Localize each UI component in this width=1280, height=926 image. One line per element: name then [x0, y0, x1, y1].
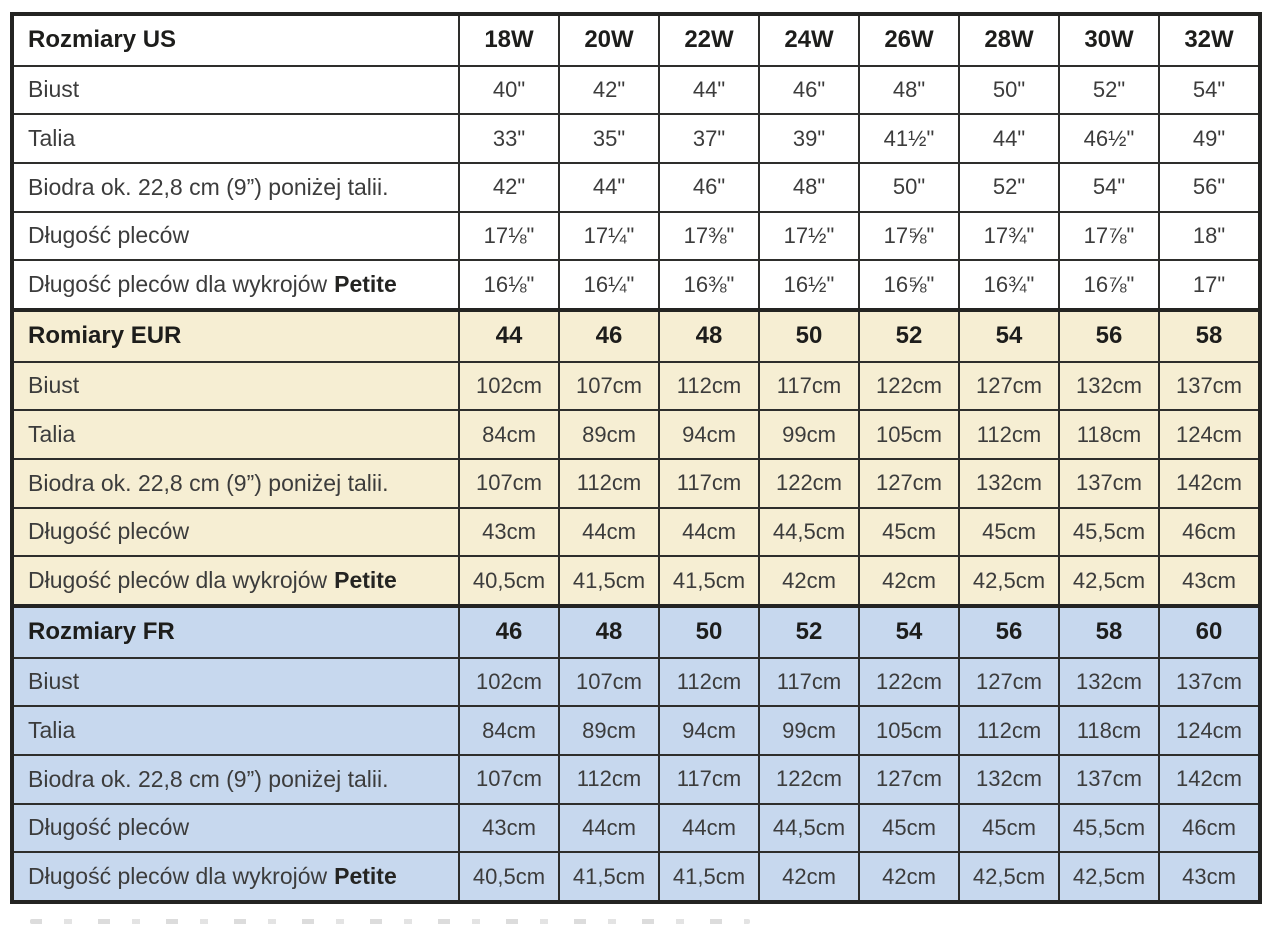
cell: 42" [458, 162, 558, 211]
cell: 44" [958, 113, 1058, 162]
cell: 132cm [1058, 361, 1158, 410]
cell: 46" [658, 162, 758, 211]
cell: 17⅝" [858, 211, 958, 260]
cell: 44cm [658, 803, 758, 852]
cell: 94cm [658, 409, 758, 458]
cell: 43cm [458, 507, 558, 556]
cell: 41,5cm [558, 851, 658, 900]
row-label [14, 754, 458, 803]
cell: 112cm [958, 409, 1058, 458]
cell: 137cm [1058, 754, 1158, 803]
cell: 122cm [758, 754, 858, 803]
row-label [14, 803, 458, 852]
column-header: 56 [958, 608, 1058, 657]
column-header: 46 [558, 312, 658, 361]
row-label-text: Biodra ok. 22,8 cm (9”) poniżej talii. [28, 469, 389, 496]
cell: 16⅝" [858, 259, 958, 308]
column-header: 52 [858, 312, 958, 361]
cell: 118cm [1058, 705, 1158, 754]
column-header: 50 [658, 608, 758, 657]
cell: 16⅞" [1058, 259, 1158, 308]
cell: 89cm [558, 705, 658, 754]
cell: 18" [1158, 211, 1258, 260]
cell: 16½" [758, 259, 858, 308]
cell: 48" [858, 65, 958, 114]
cell: 137cm [1158, 361, 1258, 410]
cell: 84cm [458, 705, 558, 754]
cell: 44cm [658, 507, 758, 556]
cell: 112cm [558, 458, 658, 507]
cell: 17⅞" [1058, 211, 1158, 260]
cell: 17¾" [958, 211, 1058, 260]
cell: 33" [458, 113, 558, 162]
cell: 45cm [858, 803, 958, 852]
cell: 42,5cm [1058, 851, 1158, 900]
cell: 35" [558, 113, 658, 162]
cell: 42cm [858, 851, 958, 900]
cell: 42" [558, 65, 658, 114]
cell: 17⅛" [458, 211, 558, 260]
row-label-text: Długość pleców [28, 518, 190, 545]
row-label-text: Talia [28, 717, 76, 744]
cell: 17⅜" [658, 211, 758, 260]
row-label-text: Biust [28, 76, 80, 103]
cell: 42,5cm [958, 851, 1058, 900]
row-label [14, 409, 458, 458]
row-label-text: Talia [28, 125, 76, 152]
cell: 132cm [958, 458, 1058, 507]
cell: 89cm [558, 409, 658, 458]
row-label-text: Długość pleców dla wykrojów [28, 863, 328, 890]
row-label [14, 361, 458, 410]
cell: 99cm [758, 409, 858, 458]
row-label-text: Długość pleców [28, 814, 190, 841]
cell: 37" [658, 113, 758, 162]
cell: 41½" [858, 113, 958, 162]
cell: 117cm [658, 754, 758, 803]
cell: 112cm [658, 657, 758, 706]
cell: 107cm [558, 657, 658, 706]
cell: 102cm [458, 657, 558, 706]
row-label-text: Biodra ok. 22,8 cm (9”) poniżej talii. [28, 765, 389, 792]
cell: 45cm [858, 507, 958, 556]
cell: 105cm [858, 409, 958, 458]
row-label-bold-text: Petite [334, 567, 397, 594]
cell: 45,5cm [1058, 507, 1158, 556]
size-chart-table [10, 12, 1262, 904]
cell: 132cm [958, 754, 1058, 803]
row-label [14, 555, 458, 604]
cell: 42cm [858, 555, 958, 604]
column-header: 58 [1158, 312, 1258, 361]
column-header: 50 [758, 312, 858, 361]
cell: 46" [758, 65, 858, 114]
cell: 99cm [758, 705, 858, 754]
row-label [14, 507, 458, 556]
row-label-text: Długość pleców dla wykrojów [28, 271, 328, 298]
row-label-text: Długość pleców [28, 222, 190, 249]
column-header: 48 [658, 312, 758, 361]
cell: 117cm [758, 361, 858, 410]
size-table-section-us [14, 16, 1258, 308]
row-label [14, 851, 458, 900]
column-header: 58 [1058, 608, 1158, 657]
column-header: 52 [758, 608, 858, 657]
cell: 43cm [1158, 851, 1258, 900]
cell: 118cm [1058, 409, 1158, 458]
cell: 127cm [958, 361, 1058, 410]
section-title: Romiary EUR [28, 322, 182, 350]
cell: 42,5cm [1058, 555, 1158, 604]
column-header: 54 [958, 312, 1058, 361]
cell: 127cm [858, 458, 958, 507]
cell: 17½" [758, 211, 858, 260]
cell: 39" [758, 113, 858, 162]
cell: 44,5cm [758, 507, 858, 556]
cell: 46½" [1058, 113, 1158, 162]
cell: 54" [1158, 65, 1258, 114]
cell: 16⅛" [458, 259, 558, 308]
cell: 41,5cm [658, 555, 758, 604]
cell: 132cm [1058, 657, 1158, 706]
cell: 45,5cm [1058, 803, 1158, 852]
cell: 44,5cm [758, 803, 858, 852]
row-label-text: Biodra ok. 22,8 cm (9”) poniżej talii. [28, 173, 389, 200]
cell: 56" [1158, 162, 1258, 211]
cell: 122cm [858, 361, 958, 410]
cell: 17" [1158, 259, 1258, 308]
cell: 142cm [1158, 458, 1258, 507]
cell: 122cm [858, 657, 958, 706]
cell: 122cm [758, 458, 858, 507]
column-header: 46 [458, 608, 558, 657]
cell: 52" [1058, 65, 1158, 114]
cell: 127cm [958, 657, 1058, 706]
section-title: Rozmiary FR [28, 618, 175, 646]
cell: 112cm [658, 361, 758, 410]
row-label-text: Biust [28, 372, 80, 399]
cell: 112cm [558, 754, 658, 803]
cell: 42,5cm [958, 555, 1058, 604]
column-header: 26W [858, 16, 958, 65]
size-table-section-fr [14, 604, 1258, 900]
cell: 45cm [958, 803, 1058, 852]
cell: 117cm [758, 657, 858, 706]
cell: 45cm [958, 507, 1058, 556]
column-header: 48 [558, 608, 658, 657]
cell: 124cm [1158, 705, 1258, 754]
cell: 107cm [458, 458, 558, 507]
row-label [14, 458, 458, 507]
cell: 44cm [558, 803, 658, 852]
column-header: 44 [458, 312, 558, 361]
row-label-text: Biust [28, 668, 80, 695]
cell: 52" [958, 162, 1058, 211]
cropped-text-remnant [30, 919, 750, 924]
row-label [14, 65, 458, 114]
column-header: 60 [1158, 608, 1258, 657]
cell: 102cm [458, 361, 558, 410]
cell: 94cm [658, 705, 758, 754]
row-label [14, 113, 458, 162]
row-label-bold-text: Petite [334, 271, 397, 298]
row-label [14, 259, 458, 308]
cell: 127cm [858, 754, 958, 803]
column-header: 32W [1158, 16, 1258, 65]
cell: 44" [658, 65, 758, 114]
row-label-bold-text: Petite [334, 863, 397, 890]
row-label [14, 657, 458, 706]
row-label-text: Talia [28, 421, 76, 448]
column-header: 22W [658, 16, 758, 65]
row-label [14, 162, 458, 211]
cell: 107cm [558, 361, 658, 410]
cell: 41,5cm [658, 851, 758, 900]
cell: 50" [958, 65, 1058, 114]
cell: 43cm [1158, 555, 1258, 604]
cell: 41,5cm [558, 555, 658, 604]
column-header: 28W [958, 16, 1058, 65]
cell: 44" [558, 162, 658, 211]
cell: 42cm [758, 555, 858, 604]
column-header: 24W [758, 16, 858, 65]
cell: 44cm [558, 507, 658, 556]
cell: 46cm [1158, 803, 1258, 852]
cell: 50" [858, 162, 958, 211]
cell: 137cm [1158, 657, 1258, 706]
cell: 43cm [458, 803, 558, 852]
cell: 117cm [658, 458, 758, 507]
cell: 112cm [958, 705, 1058, 754]
cell: 40,5cm [458, 851, 558, 900]
cell: 107cm [458, 754, 558, 803]
cell: 40,5cm [458, 555, 558, 604]
cell: 42cm [758, 851, 858, 900]
column-header: 56 [1058, 312, 1158, 361]
cell: 16¾" [958, 259, 1058, 308]
row-label [14, 705, 458, 754]
section-title: Rozmiary US [28, 26, 177, 54]
cell: 40" [458, 65, 558, 114]
column-header: 54 [858, 608, 958, 657]
cell: 84cm [458, 409, 558, 458]
cell: 137cm [1058, 458, 1158, 507]
size-table-section-eur [14, 308, 1258, 604]
cell: 48" [758, 162, 858, 211]
cell: 105cm [858, 705, 958, 754]
column-header: 20W [558, 16, 658, 65]
cell: 54" [1058, 162, 1158, 211]
cell: 142cm [1158, 754, 1258, 803]
cell: 16¼" [558, 259, 658, 308]
column-header: 30W [1058, 16, 1158, 65]
cell: 46cm [1158, 507, 1258, 556]
cell: 16⅜" [658, 259, 758, 308]
row-label-text: Długość pleców dla wykrojów [28, 567, 328, 594]
cell: 124cm [1158, 409, 1258, 458]
row-label [14, 211, 458, 260]
cell: 17¼" [558, 211, 658, 260]
cell: 49" [1158, 113, 1258, 162]
column-header: 18W [458, 16, 558, 65]
